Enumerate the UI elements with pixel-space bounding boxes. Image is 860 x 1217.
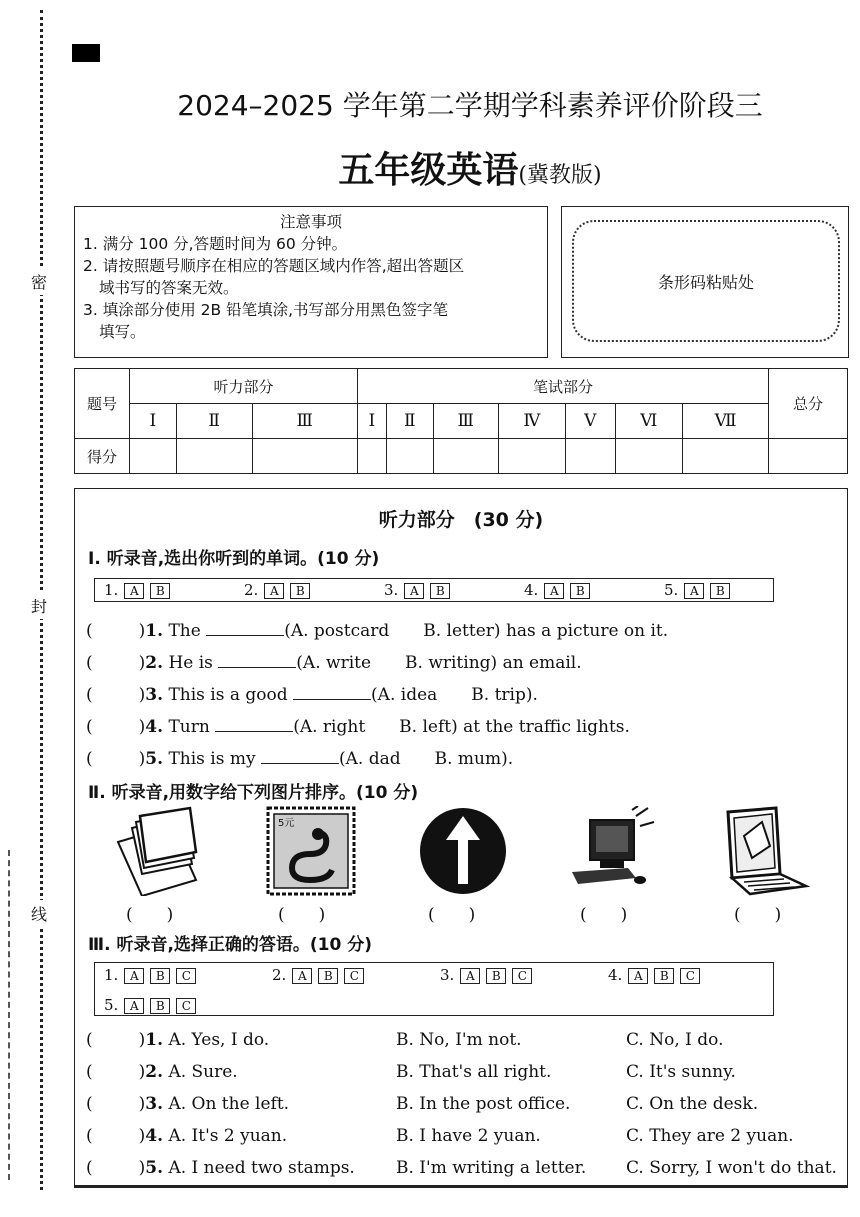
answer-paren[interactable]: ( bbox=[86, 653, 93, 673]
side-mark-mi: 密 bbox=[31, 268, 47, 295]
answer-blank[interactable] bbox=[215, 717, 293, 732]
answer-blank[interactable] bbox=[206, 621, 284, 636]
part3-question bbox=[86, 1030, 269, 1050]
score-cell[interactable] bbox=[769, 439, 848, 474]
score-cell[interactable] bbox=[357, 439, 386, 474]
score-cell[interactable] bbox=[386, 439, 433, 474]
answer-option-1 bbox=[104, 966, 196, 984]
part3-choice-c bbox=[626, 1030, 723, 1050]
question-number: 4. bbox=[145, 717, 164, 737]
answer-bubble[interactable]: C bbox=[512, 968, 532, 984]
choice-c: C. No, I do. bbox=[626, 1030, 724, 1050]
part3-choice-b bbox=[396, 1062, 551, 1082]
part3-choice-b bbox=[396, 1030, 522, 1050]
answer-paren[interactable]: ( bbox=[86, 1030, 93, 1050]
answer-paren: ) bbox=[138, 1158, 146, 1178]
answer-option-4 bbox=[608, 966, 700, 984]
notice-item: 2. 请按照题号顺序在相应的答题区域内作答,超出答题区 bbox=[83, 257, 465, 275]
answer-option-5 bbox=[664, 581, 730, 599]
answer-bubble[interactable]: A bbox=[544, 583, 564, 599]
answer-option-5 bbox=[104, 996, 196, 1014]
listening-section-title: 听力部分 (30 分) bbox=[378, 509, 544, 531]
answer-bubble[interactable]: B bbox=[654, 968, 674, 984]
part1-question bbox=[86, 712, 630, 737]
answer-option-1 bbox=[104, 581, 170, 599]
part3-choice-c bbox=[626, 1126, 794, 1146]
option-number: 5. bbox=[664, 581, 679, 599]
postcards-icon bbox=[112, 806, 202, 896]
option-number: 5. bbox=[104, 996, 119, 1014]
choice-b: B. I have 2 yuan. bbox=[396, 1126, 541, 1146]
barcode-area bbox=[572, 220, 840, 342]
order-answer-paren[interactable]: ( ) bbox=[428, 905, 476, 925]
answer-paren: ) bbox=[138, 1062, 146, 1082]
writing-header: 笔试部分 bbox=[357, 369, 768, 404]
answer-paren: ) bbox=[138, 717, 146, 737]
choice-b: B. That's all right. bbox=[396, 1062, 552, 1082]
question-text: This is my bbox=[168, 749, 256, 769]
answer-blank[interactable] bbox=[218, 653, 296, 668]
col-writing-2: Ⅱ bbox=[386, 404, 433, 439]
answer-bubble[interactable]: C bbox=[680, 968, 700, 984]
answer-paren: ) bbox=[138, 1030, 146, 1050]
question-text: Turn bbox=[168, 717, 210, 737]
question-options: (A. write B. writing) an email. bbox=[296, 653, 582, 673]
question-number: 5. bbox=[145, 1158, 164, 1178]
answer-paren[interactable]: ( bbox=[86, 1094, 93, 1114]
arrow-sign-icon bbox=[418, 806, 508, 896]
answer-paren[interactable]: ( bbox=[86, 1158, 93, 1178]
edge-dashed-line bbox=[8, 850, 10, 1180]
answer-paren[interactable]: ( bbox=[86, 717, 93, 737]
subject-main: 五年级英语 bbox=[338, 149, 519, 191]
bottom-rule bbox=[74, 1186, 848, 1188]
col-writing-3: Ⅲ bbox=[433, 404, 498, 439]
answer-bubble[interactable]: B bbox=[150, 998, 170, 1014]
exam-subject bbox=[120, 142, 820, 193]
option-number: 2. bbox=[272, 966, 287, 984]
computer-icon bbox=[566, 806, 656, 896]
answer-paren: ) bbox=[138, 749, 146, 769]
score-table bbox=[74, 368, 848, 474]
score-cell[interactable] bbox=[433, 439, 498, 474]
choice-a: A. It's 2 yuan. bbox=[168, 1126, 288, 1146]
part3-question bbox=[86, 1126, 287, 1146]
answer-blank[interactable] bbox=[261, 749, 339, 764]
part1-question bbox=[86, 616, 668, 641]
answer-bubble[interactable]: B bbox=[486, 968, 506, 984]
answer-option-2 bbox=[244, 581, 310, 599]
answer-bubble[interactable]: A bbox=[124, 583, 144, 599]
answer-paren[interactable]: ( bbox=[86, 1062, 93, 1082]
order-answer-paren[interactable]: ( ) bbox=[580, 905, 628, 925]
score-cell[interactable] bbox=[252, 439, 357, 474]
part3-heading: Ⅲ. 听录音,选择正确的答语。(10 分) bbox=[88, 935, 373, 955]
choice-c: C. Sorry, I won't do that. bbox=[626, 1158, 837, 1178]
choice-b: B. No, I'm not. bbox=[396, 1030, 522, 1050]
option-number: 1. bbox=[104, 581, 119, 599]
choice-a: A. Sure. bbox=[168, 1062, 238, 1082]
answer-bubble[interactable]: A bbox=[292, 968, 312, 984]
choice-c: C. It's sunny. bbox=[626, 1062, 736, 1082]
part3-choice-c bbox=[626, 1158, 837, 1178]
part2-heading: Ⅱ. 听录音,用数字给下列图片排序。(10 分) bbox=[88, 783, 419, 803]
order-answer-paren[interactable]: ( ) bbox=[126, 905, 174, 925]
answer-paren[interactable]: ( bbox=[86, 685, 93, 705]
question-options: (A. idea B. trip). bbox=[371, 685, 538, 705]
answer-blank[interactable] bbox=[293, 685, 371, 700]
part3-choice-b bbox=[396, 1094, 570, 1114]
score-cell[interactable] bbox=[176, 439, 252, 474]
answer-paren: ) bbox=[138, 1126, 146, 1146]
question-text: He is bbox=[168, 653, 213, 673]
answer-bubble[interactable]: B bbox=[150, 968, 170, 984]
option-number: 1. bbox=[104, 966, 119, 984]
answer-paren[interactable]: ( bbox=[86, 749, 93, 769]
part1-question bbox=[86, 744, 513, 769]
order-answer-paren[interactable]: ( ) bbox=[734, 905, 782, 925]
answer-bubble[interactable]: A bbox=[124, 968, 144, 984]
part1-question bbox=[86, 648, 582, 673]
side-mark-feng: 封 bbox=[31, 592, 47, 619]
answer-bubble[interactable]: A bbox=[684, 583, 704, 599]
answer-bubble[interactable]: B bbox=[290, 583, 310, 599]
col-writing-5: Ⅴ bbox=[565, 404, 615, 439]
part3-question bbox=[86, 1062, 238, 1082]
col-writing-4: Ⅳ bbox=[498, 404, 565, 439]
question-options: (A. right B. left) at the traffic lights. bbox=[293, 717, 630, 737]
choice-c: C. They are 2 yuan. bbox=[626, 1126, 794, 1146]
number-header: 题号 bbox=[75, 369, 130, 439]
answer-bubble[interactable]: B bbox=[318, 968, 338, 984]
score-cell[interactable] bbox=[565, 439, 615, 474]
part3-choice-b bbox=[396, 1158, 586, 1178]
question-number: 5. bbox=[145, 749, 164, 769]
notice-item: 1. 满分 100 分,答题时间为 60 分钟。 bbox=[83, 235, 348, 253]
notice-box bbox=[74, 206, 548, 358]
answer-option-3 bbox=[384, 581, 450, 599]
answer-option-4 bbox=[524, 581, 590, 599]
answer-paren: ) bbox=[138, 653, 146, 673]
answer-bubble[interactable]: B bbox=[570, 583, 590, 599]
barcode-label: 条形码粘贴处 bbox=[657, 272, 754, 292]
question-number: 4. bbox=[145, 1126, 164, 1146]
answer-bubble[interactable]: A bbox=[628, 968, 648, 984]
listening-header: 听力部分 bbox=[130, 369, 358, 404]
score-cell[interactable] bbox=[130, 439, 177, 474]
part3-choice-c bbox=[626, 1094, 758, 1114]
part3-choice-c bbox=[626, 1062, 736, 1082]
answer-paren[interactable]: ( bbox=[86, 621, 93, 641]
question-number: 1. bbox=[145, 621, 164, 641]
score-cell[interactable] bbox=[615, 439, 683, 474]
question-number: 3. bbox=[145, 685, 164, 705]
answer-bubble[interactable]: A bbox=[404, 583, 424, 599]
option-number: 2. bbox=[244, 581, 259, 599]
part3-choice-b bbox=[396, 1126, 541, 1146]
answer-paren[interactable]: ( bbox=[86, 1126, 93, 1146]
total-header: 总分 bbox=[769, 369, 848, 439]
subject-edition: (冀教版) bbox=[518, 163, 602, 188]
choice-b: B. In the post office. bbox=[396, 1094, 571, 1114]
answer-bubble[interactable]: C bbox=[176, 968, 196, 984]
notice-item: 域书写的答案无效。 bbox=[99, 279, 239, 297]
question-number: 2. bbox=[145, 653, 164, 673]
answer-bubble[interactable]: A bbox=[264, 583, 284, 599]
answer-bubble[interactable]: A bbox=[460, 968, 480, 984]
question-number: 3. bbox=[145, 1094, 164, 1114]
answer-option-3 bbox=[440, 966, 532, 984]
choice-c: C. On the desk. bbox=[626, 1094, 759, 1114]
stamp-value: 5元 bbox=[278, 818, 295, 829]
option-number: 4. bbox=[608, 966, 623, 984]
answer-paren: ) bbox=[138, 621, 146, 641]
order-answer-paren[interactable]: ( ) bbox=[278, 905, 326, 925]
question-text: The bbox=[168, 621, 201, 641]
part3-question bbox=[86, 1158, 355, 1178]
side-mark-xian: 线 bbox=[31, 900, 47, 927]
answer-paren: ) bbox=[138, 1094, 146, 1114]
answer-bubble[interactable]: C bbox=[176, 998, 196, 1014]
option-number: 3. bbox=[384, 581, 399, 599]
col-listening-3: Ⅲ bbox=[252, 404, 357, 439]
question-number: 2. bbox=[145, 1062, 164, 1082]
laptop-email-icon bbox=[720, 806, 810, 896]
answer-paren: ) bbox=[138, 685, 146, 705]
option-number: 3. bbox=[440, 966, 455, 984]
choice-a: A. Yes, I do. bbox=[168, 1030, 270, 1050]
score-cell[interactable] bbox=[498, 439, 565, 474]
col-listening-2: Ⅱ bbox=[176, 404, 252, 439]
question-options: (A. postcard B. letter) has a picture on it. bbox=[284, 621, 669, 641]
question-options: (A. dad B. mum). bbox=[339, 749, 514, 769]
notice-title: 注意事项 bbox=[279, 213, 342, 231]
part3-question bbox=[86, 1094, 289, 1114]
col-writing-6: Ⅵ bbox=[615, 404, 683, 439]
question-number: 1. bbox=[145, 1030, 164, 1050]
notice-item: 3. 填涂部分使用 2B 铅笔填涂,书写部分用黑色签字笔 bbox=[83, 301, 448, 319]
part1-heading: Ⅰ. 听录音,选出你听到的单词。(10 分) bbox=[88, 549, 380, 569]
col-listening-1: Ⅰ bbox=[130, 404, 177, 439]
col-writing-7: Ⅶ bbox=[683, 404, 769, 439]
answer-option-2 bbox=[272, 966, 364, 984]
choice-a: A. On the left. bbox=[168, 1094, 290, 1114]
question-text: This is a good bbox=[168, 685, 288, 705]
answer-bubble[interactable]: B bbox=[150, 583, 170, 599]
notice-item: 填写。 bbox=[99, 323, 146, 341]
registration-mark bbox=[72, 44, 100, 62]
option-number: 4. bbox=[524, 581, 539, 599]
choice-b: B. I'm writing a letter. bbox=[396, 1158, 587, 1178]
choice-a: A. I need two stamps. bbox=[168, 1158, 355, 1178]
part1-question bbox=[86, 680, 538, 705]
stamp-icon bbox=[266, 806, 356, 896]
answer-bubble[interactable]: C bbox=[344, 968, 364, 984]
col-writing-1: Ⅰ bbox=[357, 404, 386, 439]
answer-bubble[interactable]: B bbox=[710, 583, 730, 599]
exam-title: 2024–2025 学年第二学期学科素养评价阶段三 bbox=[177, 89, 763, 122]
answer-bubble[interactable]: A bbox=[124, 998, 144, 1014]
answer-bubble[interactable]: B bbox=[430, 583, 450, 599]
score-cell[interactable] bbox=[683, 439, 769, 474]
score-label: 得分 bbox=[75, 439, 130, 474]
